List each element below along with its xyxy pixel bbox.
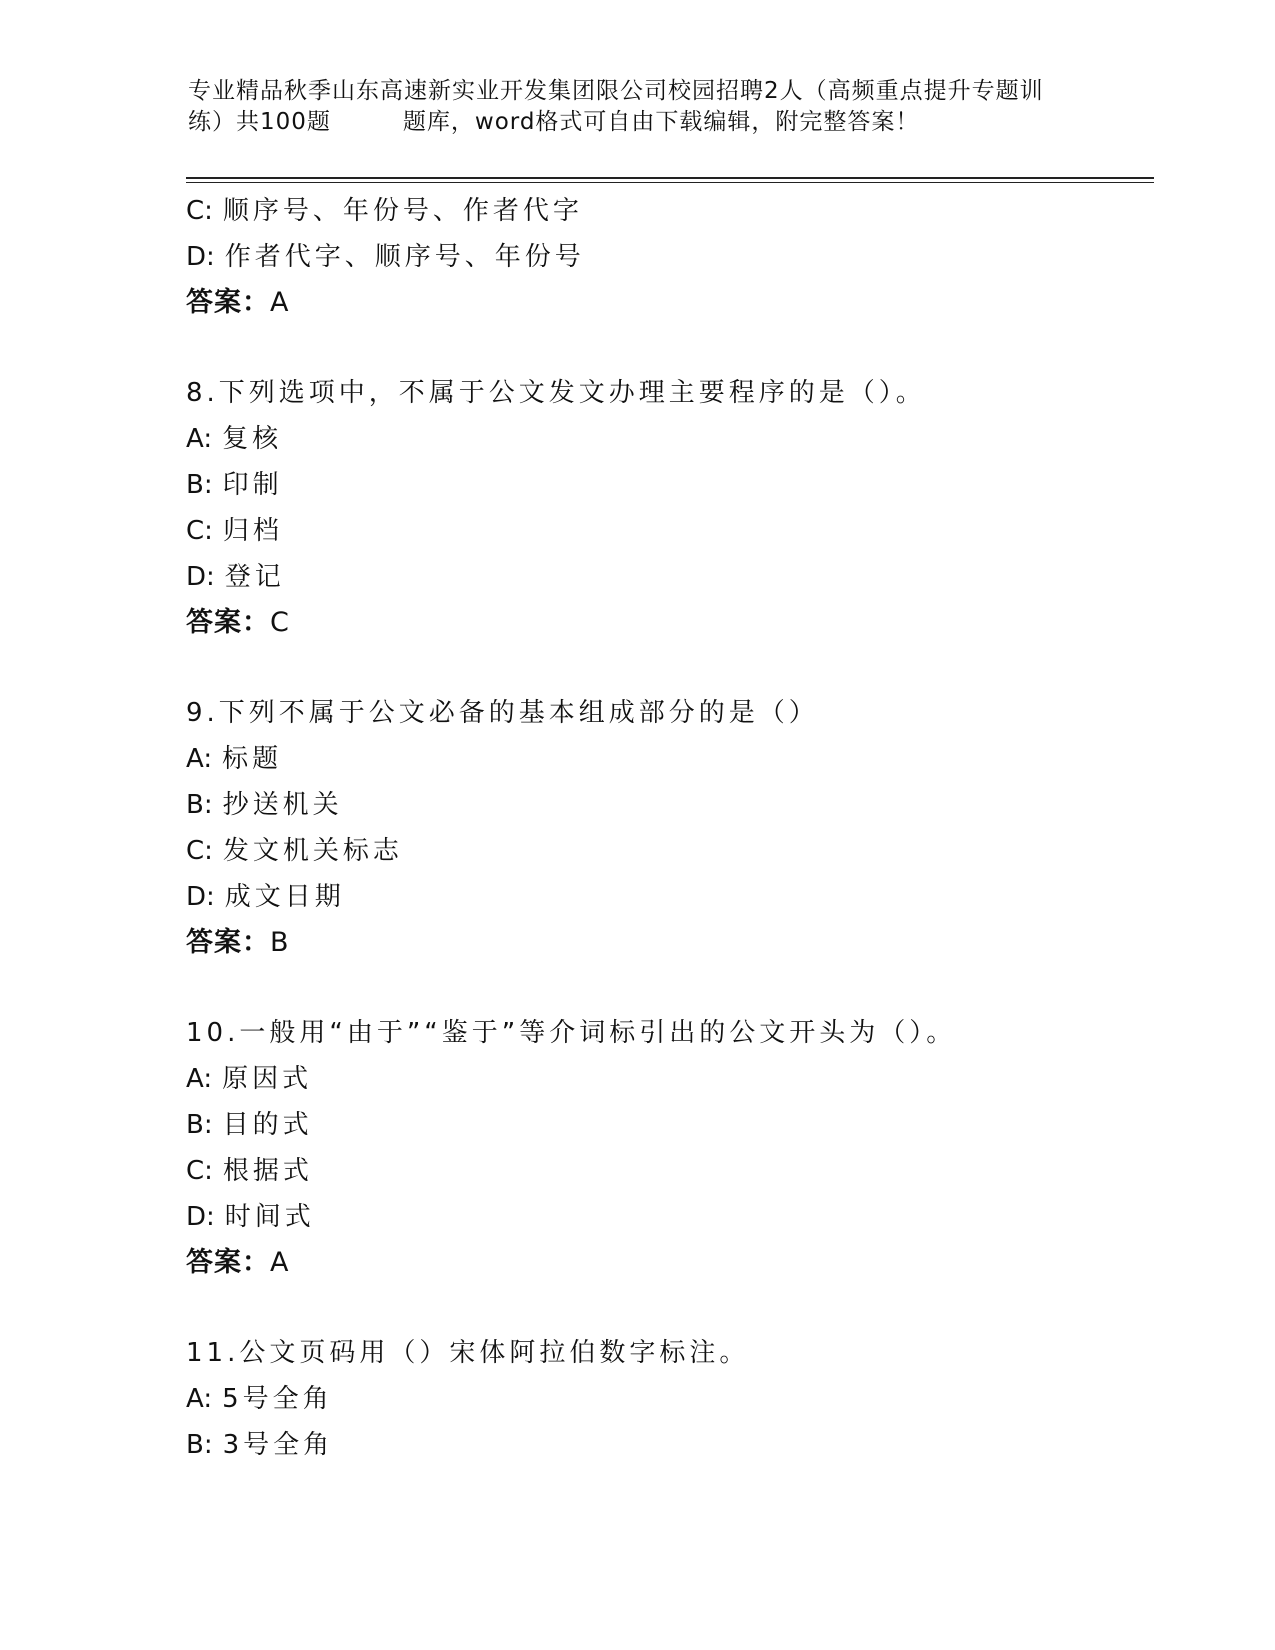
option-text: 印制 [222, 470, 283, 500]
option-key: D: [186, 562, 215, 592]
question-gap [186, 1286, 1146, 1330]
option-b [186, 1102, 1146, 1148]
option-c [186, 188, 1146, 234]
option-key: B: [186, 1430, 213, 1460]
header-title-line-1: 专业精品秋季山东高速新实业开发集团限公司校园招聘2人（高频重点提升专题训 [188, 78, 1044, 104]
option-key: B: [186, 1110, 213, 1140]
option-key: D: [186, 882, 215, 912]
question-stem: 9.下列不属于公文必备的基本组成部分的是（） [186, 698, 819, 728]
option-text: 目的式 [222, 1110, 313, 1140]
option-text: 标题 [222, 744, 283, 774]
option-key: A: [186, 744, 213, 774]
answer-label: 答案： [186, 927, 270, 958]
document-header [188, 76, 1088, 138]
option-text: 顺序号、年份号、作者代字 [222, 196, 583, 226]
question-10 [186, 1010, 1146, 1286]
question-8 [186, 370, 1146, 646]
answer-line [186, 920, 1146, 966]
option-key: C: [186, 1156, 213, 1186]
option-a [186, 736, 1146, 782]
question-stem: 8.下列选项中，不属于公文发文办理主要程序的是（）。 [186, 378, 926, 408]
answer-label: 答案： [186, 287, 270, 318]
question-stem: 11.公文页码用（）宋体阿拉伯数字标注。 [186, 1338, 750, 1368]
option-a [186, 416, 1146, 462]
answer-line [186, 1240, 1146, 1286]
option-d [186, 234, 1146, 280]
option-key: A: [186, 1384, 213, 1414]
answer-line [186, 280, 1146, 326]
question-9 [186, 690, 1146, 966]
header-title-line-2: 练）共100题 题库，word格式可自由下载编辑，附完整答案！ [188, 109, 920, 135]
option-b [186, 1422, 1146, 1468]
option-b [186, 782, 1146, 828]
option-text: 发文机关标志 [222, 836, 403, 866]
option-key: B: [186, 790, 213, 820]
option-d [186, 1194, 1146, 1240]
option-key: C: [186, 516, 213, 546]
answer-label: 答案： [186, 607, 270, 638]
header-divider-thick [186, 177, 1154, 179]
option-text: 抄送机关 [222, 790, 343, 820]
option-d [186, 874, 1146, 920]
option-a [186, 1376, 1146, 1422]
option-text: 登记 [224, 562, 285, 592]
option-key: A: [186, 424, 213, 454]
option-key: D: [186, 1202, 215, 1232]
option-key: C: [186, 836, 213, 866]
option-b [186, 462, 1146, 508]
answer-value: B [270, 927, 290, 958]
question-gap [186, 646, 1146, 690]
option-d [186, 554, 1146, 600]
option-key: C: [186, 196, 213, 226]
answer-value: A [270, 1247, 290, 1278]
option-text: 作者代字、顺序号、年份号 [224, 242, 585, 272]
option-text: 原因式 [222, 1064, 313, 1094]
answer-value: C [270, 607, 290, 638]
answer-line [186, 600, 1146, 646]
option-c [186, 508, 1146, 554]
option-text: 5号全角 [222, 1384, 333, 1414]
answer-value: A [270, 287, 290, 318]
option-text: 时间式 [224, 1202, 315, 1232]
option-key: B: [186, 470, 213, 500]
question-gap [186, 966, 1146, 1010]
option-key: D: [186, 242, 215, 272]
question-7-continued [186, 188, 1146, 326]
option-text: 3号全角 [222, 1430, 334, 1460]
question-gap [186, 326, 1146, 370]
option-text: 成文日期 [224, 882, 345, 912]
question-list [186, 188, 1146, 1468]
option-text: 归档 [222, 516, 283, 546]
question-stem: 10.一般用“由于”“鉴于”等介词标引出的公文开头为（）。 [186, 1018, 957, 1048]
option-key: A: [186, 1064, 213, 1094]
option-a [186, 1056, 1146, 1102]
option-c [186, 828, 1146, 874]
option-text: 复核 [222, 424, 283, 454]
header-divider-thin [186, 182, 1154, 183]
question-11 [186, 1330, 1146, 1468]
answer-label: 答案： [186, 1247, 270, 1278]
option-text: 根据式 [222, 1156, 313, 1186]
option-c [186, 1148, 1146, 1194]
